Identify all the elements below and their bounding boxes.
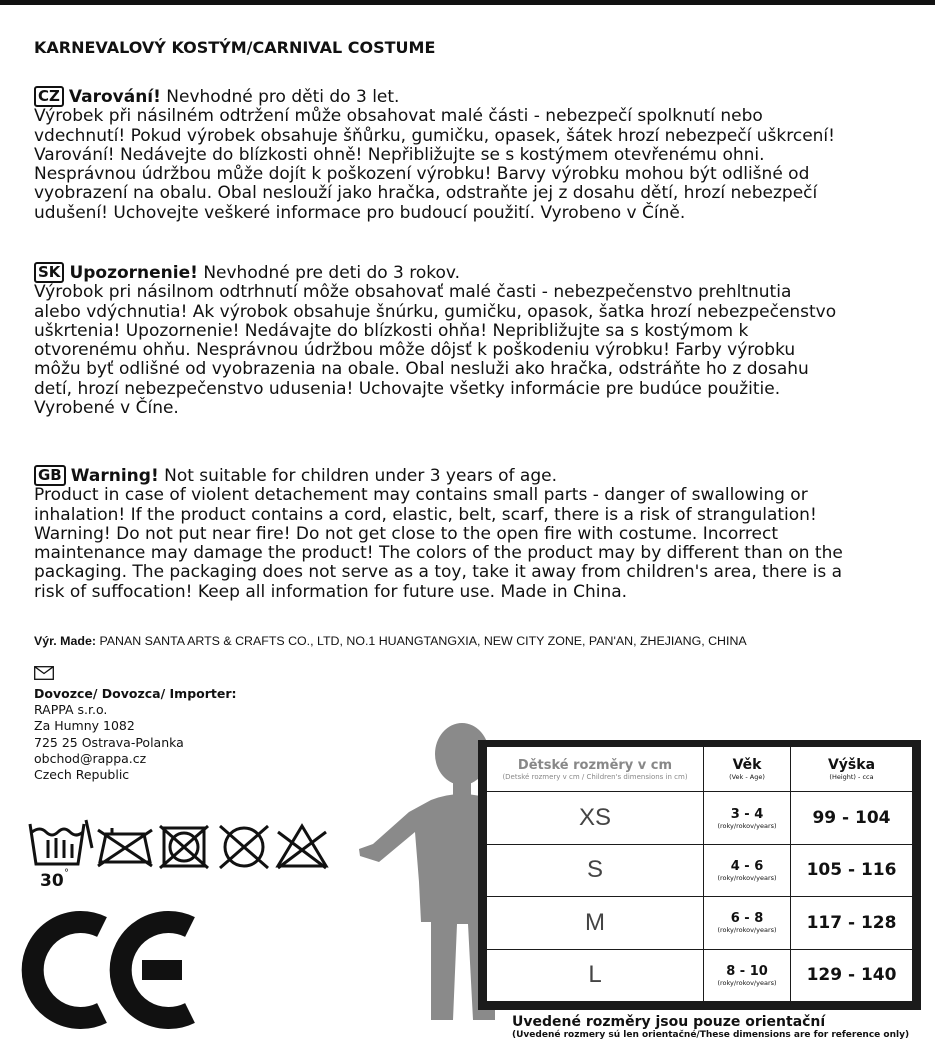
warning-line: môžu byť odlišné od vyobrazenia na obale. Obal nesluži ako hračka, odstráňte ho z dosahu bbox=[34, 359, 809, 380]
envelope-icon bbox=[34, 666, 54, 680]
header-height-subtitle: (Height) - cca bbox=[829, 773, 874, 782]
height-cell: 105 - 116 bbox=[791, 844, 913, 896]
size-note bbox=[512, 1014, 909, 1040]
warning-word: Warning! bbox=[70, 466, 159, 486]
age-unit: (roky/rokov/years) bbox=[717, 978, 777, 987]
header-height bbox=[791, 747, 913, 792]
warning-line: inhalation! If the product contains a cord, elastic, belt, scarf, there is a risk of strangulation! bbox=[34, 504, 817, 525]
do-not-iron-icon bbox=[98, 828, 152, 866]
header-height-title: Výška bbox=[827, 757, 876, 774]
height-cell: 129 - 140 bbox=[791, 949, 913, 1001]
age-value: 4 - 6 bbox=[730, 858, 764, 874]
warning-headline bbox=[34, 465, 924, 486]
header-age-title: Věk bbox=[732, 757, 762, 774]
page-title: KARNEVALOVÝ KOSTÝM/CARNIVAL COSTUME bbox=[34, 38, 436, 57]
warning-line: Varování! Nedávejte do blízkosti ohně! Nepřibližujte se s kostýmem otevřenému ohni. bbox=[34, 144, 765, 165]
warning-line: Product in case of violent detachement may contains small parts - danger of swallowing or bbox=[34, 485, 808, 506]
warning-line: alebo vdýchnutia! Ak výrobok obsahuje šnúrku, gumičku, opasok, šatka hrozí nebezpečenstvo bbox=[34, 301, 837, 322]
warning-line: Nesprávnou údržbou může dojít k poškození výrobku! Barvy výrobku mohou být odlišné od bbox=[34, 164, 810, 185]
warning-headline bbox=[34, 86, 924, 107]
table-row bbox=[487, 949, 913, 1001]
warning-age: Not suitable for children under 3 years of age. bbox=[164, 466, 557, 486]
size-cell: S bbox=[487, 844, 704, 896]
age-cell bbox=[704, 792, 791, 844]
size-note-sub: (Uvedené rozmery sú len orientačné/These dimensions are for reference only) bbox=[512, 1030, 910, 1040]
warning-line: vdechnutí! Pokud výrobek obsahuje šňůrku, gumičku, opasek, šátek hrozí nebezpečí uškrcení! bbox=[34, 125, 835, 146]
header-dimensions-subtitle: (Detské rozmery v cm / Children's dimensions in cm) bbox=[502, 772, 688, 781]
size-cell: M bbox=[487, 897, 704, 949]
size-chart bbox=[478, 740, 921, 1010]
top-border bbox=[0, 0, 935, 5]
manufacturer-text: PANAN SANTA ARTS & CRAFTS CO., LTD, NO.1 HUANGTANGXIA, NEW CITY ZONE, PAN'AN, ZHEJIANG, CHINA bbox=[99, 634, 747, 648]
age-cell bbox=[704, 897, 791, 949]
size-table bbox=[486, 746, 913, 1002]
warning-line: packaging. The packaging does not serve as a toy, take it away from children's area, there is a bbox=[34, 562, 843, 583]
manufacturer-line bbox=[34, 634, 747, 648]
do-not-tumble-dry-icon bbox=[160, 826, 208, 868]
height-cell: 99 - 104 bbox=[791, 792, 913, 844]
height-cell: 117 - 128 bbox=[791, 897, 913, 949]
hand-wash-icon bbox=[30, 820, 92, 890]
importer-line: RAPPA s.r.o. bbox=[34, 702, 108, 718]
wash-degree: ° bbox=[64, 868, 69, 879]
warning-age: Nevhodné pro děti do 3 let. bbox=[166, 87, 400, 107]
do-not-bleach-icon bbox=[278, 826, 326, 868]
importer-line: Za Humny 1082 bbox=[34, 718, 135, 734]
warning-section-cz bbox=[34, 86, 924, 223]
size-table-header bbox=[487, 747, 913, 792]
size-note-main: Uvedené rozměry jsou pouze orientační bbox=[512, 1014, 826, 1030]
warning-line: Warning! Do not put near fire! Do not get close to the open fire with costume. Incorrect bbox=[34, 523, 779, 544]
age-value: 8 - 10 bbox=[726, 963, 768, 979]
age-value: 3 - 4 bbox=[730, 806, 764, 822]
size-cell: L bbox=[487, 949, 704, 1001]
warning-line: detí, hrozí nebezpečenstvo udusenia! Uchovajte všetky informácie pre budúce použitie. bbox=[34, 378, 781, 399]
warning-line: Výrobek při násilném odtržení může obsahovat malé části - nebezpečí spolknutí nebo bbox=[34, 106, 763, 127]
warning-section-gb bbox=[34, 465, 924, 602]
importer-line: 725 25 Ostrava-Polanka bbox=[34, 734, 184, 750]
size-cell: XS bbox=[487, 792, 704, 844]
care-symbols bbox=[26, 818, 336, 890]
warning-line: udušení! Uchovejte veškeré informace pro budoucí použití. Vyrobeno v Číně. bbox=[34, 202, 686, 223]
warning-line: maintenance may damage the product! The colors of the product may by different than on the bbox=[34, 543, 843, 564]
warning-line: Výrobok pri násilnom odtrhnutí môže obsahovať malé časti - nebezpečenstvo prehltnutia bbox=[34, 282, 792, 303]
warning-line: uškrtenia! Upozornenie! Nedávajte do blízkosti ohňa! Nepribližujte sa s kostýmom k bbox=[34, 320, 749, 341]
warning-line: vyobrazení na obalu. Obal neslouží jako hračka, odstraňte jej z dosahu dětí, hrozí nebezpečí bbox=[34, 183, 818, 204]
header-age bbox=[704, 747, 791, 792]
age-value: 6 - 8 bbox=[730, 911, 764, 927]
table-row bbox=[487, 844, 913, 896]
warning-section-sk bbox=[34, 262, 924, 418]
table-row bbox=[487, 792, 913, 844]
age-unit: (roky/rokov/years) bbox=[717, 821, 777, 830]
importer-line: obchod@rappa.cz bbox=[34, 750, 147, 766]
header-age-subtitle: (Vek - Age) bbox=[729, 773, 765, 782]
warning-word: Upozornenie! bbox=[69, 263, 198, 283]
warning-line: risk of suffocation! Keep all information for future use. Made in China. bbox=[34, 581, 628, 602]
age-unit: (roky/rokov/years) bbox=[717, 926, 777, 935]
importer-line: Czech Republic bbox=[34, 767, 130, 783]
do-not-dry-clean-icon bbox=[220, 826, 268, 868]
table-row bbox=[487, 897, 913, 949]
age-cell bbox=[704, 949, 791, 1001]
warning-age: Nevhodné pre deti do 3 rokov. bbox=[203, 263, 461, 283]
warning-line: otvorenému ohňu. Nesprávnou údržbou môže dôjsť k poškodeniu výrobku! Farby výrobku bbox=[34, 340, 796, 361]
header-dimensions-title: Dětské rozměry v cm bbox=[517, 757, 673, 773]
country-badge-gb: GB bbox=[34, 465, 66, 486]
importer-block bbox=[34, 686, 237, 783]
ce-mark-icon bbox=[20, 905, 200, 1035]
warning-line: Vyrobené v Číne. bbox=[34, 398, 179, 419]
manufacturer-label: Výr. Made: bbox=[34, 634, 96, 648]
importer-heading: Dovozce/ Dovozca/ Importer: bbox=[34, 686, 237, 701]
warning-headline bbox=[34, 262, 924, 283]
country-badge-cz: CZ bbox=[34, 86, 64, 107]
age-unit: (roky/rokov/years) bbox=[717, 873, 777, 882]
country-badge-sk: SK bbox=[34, 262, 64, 283]
header-dimensions bbox=[487, 747, 704, 792]
warning-word: Varování! bbox=[68, 87, 161, 107]
age-cell bbox=[704, 844, 791, 896]
wash-temperature: 30 bbox=[40, 871, 64, 890]
